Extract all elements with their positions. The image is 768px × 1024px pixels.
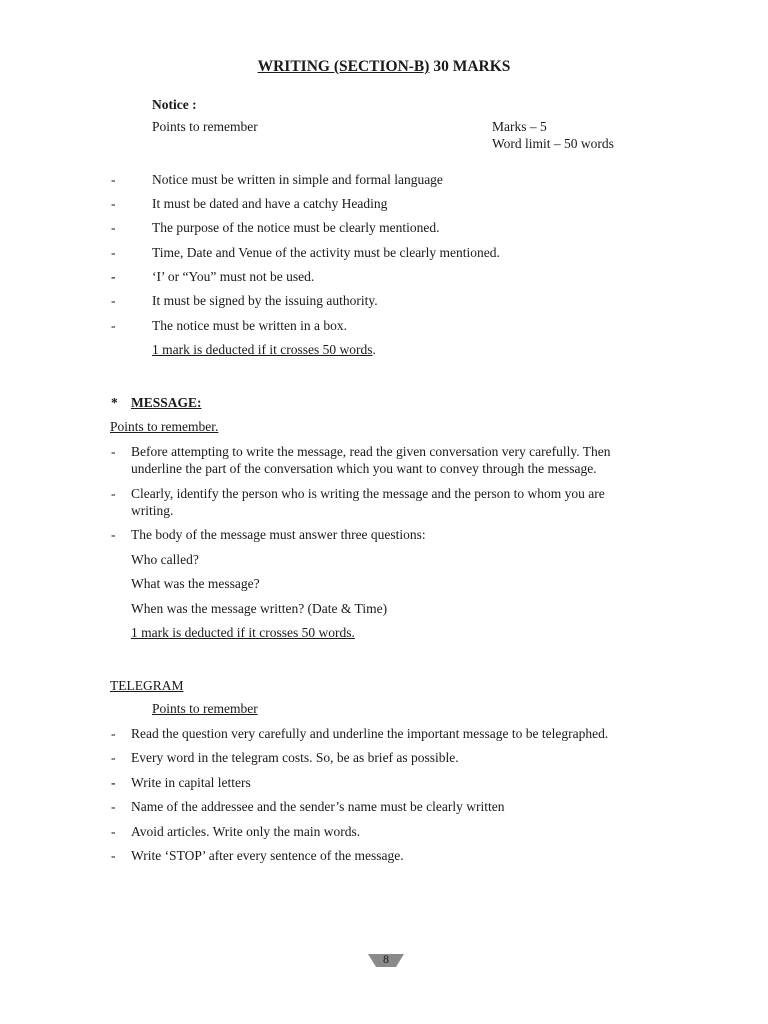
message-heading: MESSAGE: [131, 395, 202, 410]
notice-bullet: Time, Date and Venue of the activity must be clearly mentioned. [152, 245, 500, 260]
notice-word-limit: Word limit – 50 words [492, 136, 614, 151]
message-bullet: Clearly, identify the person who is writing the message and the person to whom you are [131, 486, 605, 501]
bullet-dash: - [111, 172, 116, 187]
bullet-dash: - [111, 527, 116, 542]
message-question: What was the message? [131, 576, 260, 591]
bullet-dash: - [111, 750, 116, 765]
bullet-dash: - [111, 726, 116, 741]
bullet-dash: - [111, 799, 116, 814]
message-bullet: underline the part of the conversation which you want to convey through the message. [131, 461, 597, 476]
message-question: Who called? [131, 552, 199, 567]
message-star: * [111, 395, 118, 410]
notice-bullet: ‘I’ or “You” must not be used. [152, 269, 315, 284]
telegram-bullet: Write ‘STOP’ after every sentence of the message. [131, 848, 404, 863]
notice-heading: Notice : [152, 97, 197, 112]
message-question: When was the message written? (Date & Time) [131, 601, 388, 616]
message-bullet: writing. [131, 503, 174, 518]
telegram-bullet: Read the question very carefully and underline the important message to be telegraphed. [131, 726, 609, 741]
telegram-bullet: Name of the addressee and the sender’s name must be clearly written [131, 799, 505, 814]
page-title [0, 58, 768, 75]
telegram-heading: TELEGRAM [110, 678, 184, 693]
telegram-points-label: Points to remember [152, 701, 258, 716]
message-bullet: Before attempting to write the message, read the given conversation very carefully. Then [131, 444, 611, 459]
bullet-dash: - [111, 293, 116, 308]
bullet-dash: - [111, 824, 116, 839]
telegram-bullet: Write in capital letters [131, 775, 251, 790]
telegram-bullet: Avoid articles. Write only the main words. [131, 824, 361, 839]
notice-bullet: The purpose of the notice must be clearly mentioned. [152, 220, 440, 235]
message-bullet: The body of the message must answer three questions: [131, 527, 426, 542]
bullet-dash: - [111, 848, 116, 863]
notice-bullet: Notice must be written in simple and formal language [152, 172, 443, 187]
bullet-dash: - [111, 775, 116, 790]
telegram-bullet: Every word in the telegram costs. So, be as brief as possible. [131, 750, 459, 765]
bullet-dash: - [111, 444, 116, 459]
notice-marks: Marks – 5 [492, 119, 547, 134]
message-points-label: Points to remember. [110, 419, 219, 434]
notice-bullet: It must be dated and have a catchy Heading [152, 196, 388, 211]
page-number-badge [368, 954, 404, 968]
page-number: 8 [383, 952, 389, 966]
notice-deduction-period: . [372, 342, 376, 357]
bullet-dash: - [111, 486, 116, 501]
notice-points-label: Points to remember [152, 119, 258, 134]
notice-bullet: The notice must be written in a box. [152, 318, 347, 333]
bullet-dash: - [111, 196, 116, 211]
bullet-dash: - [111, 220, 116, 235]
title-section: WRITING (SECTION-B) [257, 58, 430, 75]
bullet-dash: - [111, 269, 116, 284]
message-deduction: 1 mark is deducted if it crosses 50 words. [131, 625, 355, 640]
notice-bullet: It must be signed by the issuing authority. [152, 293, 378, 308]
bullet-dash: - [111, 318, 116, 333]
bullet-dash: - [111, 245, 116, 260]
notice-deduction [152, 341, 376, 358]
title-marks: 30 MARKS [429, 58, 511, 75]
notice-deduction-text: 1 mark is deducted if it crosses 50 words [152, 342, 373, 357]
